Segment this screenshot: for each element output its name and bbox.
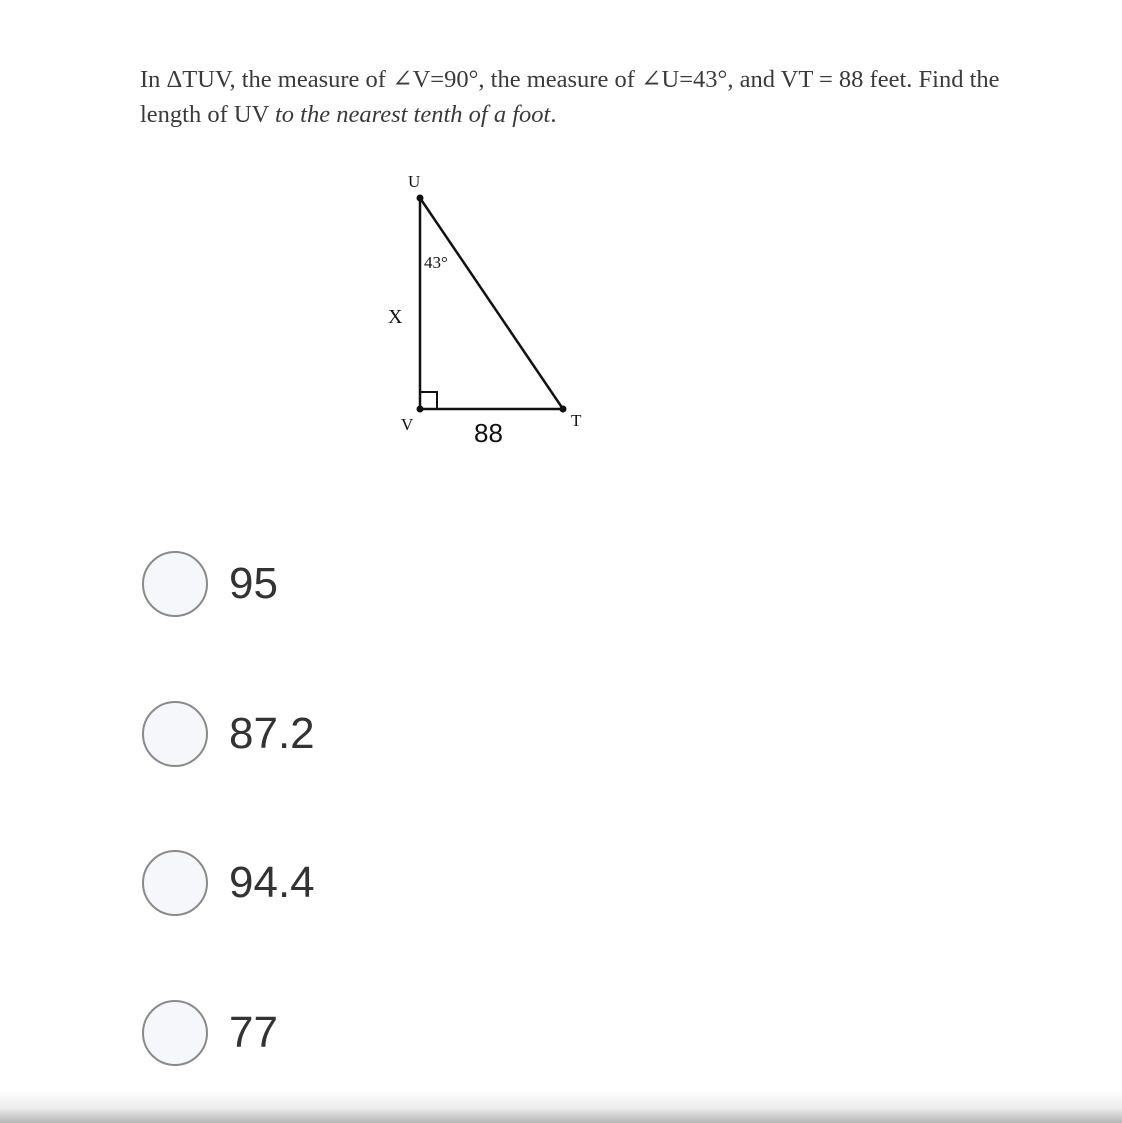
option-4[interactable] — [142, 997, 542, 1069]
radio-button[interactable] — [142, 850, 208, 916]
vertex-v-dot — [417, 406, 424, 413]
option-2[interactable] — [142, 698, 542, 770]
question-text-end: . — [550, 101, 557, 128]
right-angle-marker — [420, 392, 437, 409]
option-label: 95 — [229, 559, 278, 608]
vertex-u-dot — [417, 195, 424, 202]
radio-button[interactable] — [142, 551, 208, 617]
triangle-diagram — [140, 155, 640, 455]
side-vt-label: 88 — [474, 418, 503, 448]
option-label: 77 — [229, 1008, 278, 1057]
angle-u-label: 43° — [424, 253, 448, 272]
question-text-italic: to the nearest tenth of a foot — [274, 101, 551, 128]
question-text-main: In ΔTUV, the measure of ∠V=90°, the measure of ∠U=43°, and VT = 88 feet. Find the length of UV — [140, 66, 1000, 128]
radio-button[interactable] — [142, 1000, 208, 1066]
vertex-t-dot — [560, 406, 567, 413]
side-uv-label: X — [388, 306, 403, 328]
vertex-v-label: V — [401, 415, 414, 434]
vertex-u-label: U — [408, 172, 421, 191]
radio-button[interactable] — [142, 701, 208, 767]
side-ut — [420, 198, 563, 409]
bottom-shadow — [0, 1090, 1122, 1123]
option-3[interactable] — [142, 847, 542, 919]
triangle-figure — [140, 155, 640, 455]
option-label: 87.2 — [229, 709, 315, 758]
question-text — [140, 62, 1060, 132]
option-1[interactable] — [142, 548, 542, 620]
vertex-t-label: T — [571, 411, 582, 430]
option-label: 94.4 — [229, 858, 315, 907]
